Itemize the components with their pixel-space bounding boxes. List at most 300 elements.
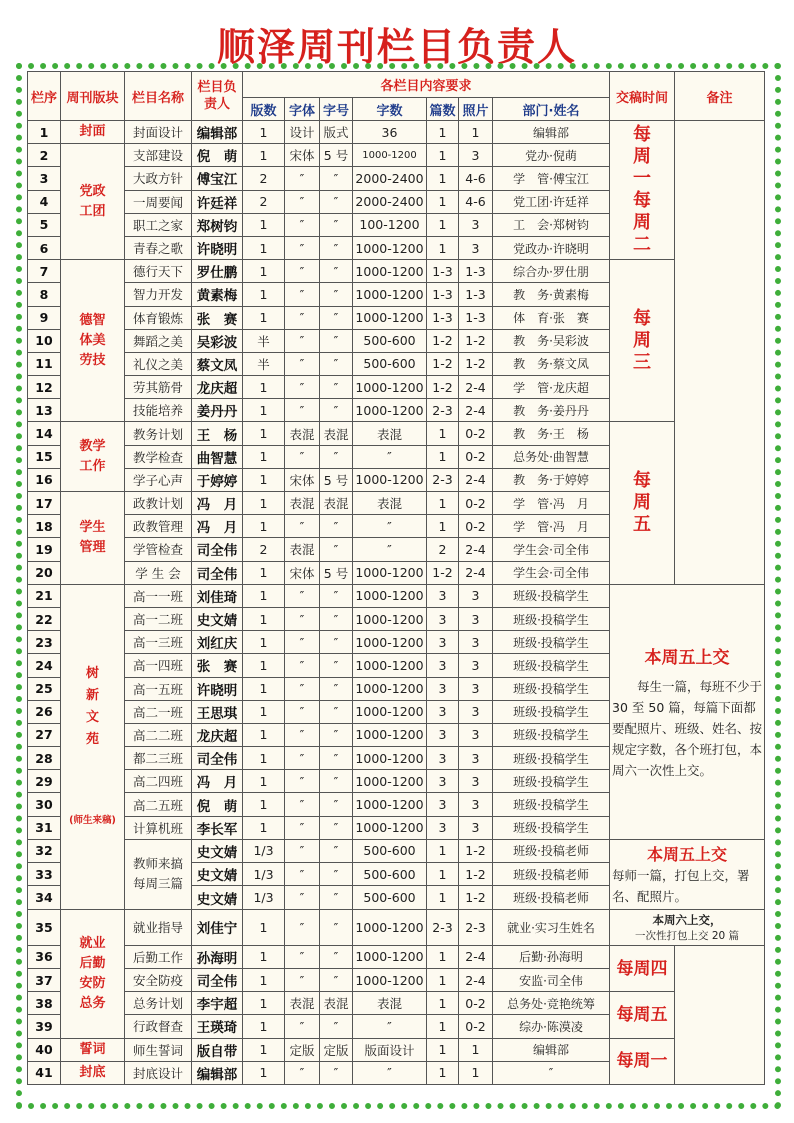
articles-cell: 3 — [427, 770, 459, 793]
section-label: 树新文苑 — [85, 665, 99, 747]
font-cell: ″ — [285, 945, 320, 968]
photos-cell: 3 — [459, 236, 493, 259]
remarks-cell — [675, 945, 765, 1084]
articles-cell: 2-3 — [427, 399, 459, 422]
size-cell: ″ — [320, 190, 353, 213]
articles-cell: 2-3 — [427, 909, 459, 945]
owner-cell: 孙海明 — [192, 945, 243, 968]
owner-cell: 李宇超 — [192, 992, 243, 1015]
dept-cell: 班级·投稿学生 — [493, 770, 610, 793]
photos-cell: 1-2 — [459, 329, 493, 352]
column-name-cell: 都二三班 — [125, 747, 192, 770]
row-number: 32 — [28, 839, 61, 862]
articles-cell: 1 — [427, 863, 459, 886]
words-cell: 1000-1200 — [353, 607, 427, 630]
dept-cell: 学生会·司全伟 — [493, 561, 610, 584]
size-cell: ″ — [320, 945, 353, 968]
size-cell: 5 号 — [320, 144, 353, 167]
deadline-cell: 每周一每周二 — [610, 121, 675, 260]
dept-cell: 班级·投稿学生 — [493, 723, 610, 746]
deadline-cell: 每周五 — [610, 422, 675, 584]
dept-cell: 工 会·郑树钧 — [493, 213, 610, 236]
row-number: 35 — [28, 909, 61, 945]
words-cell: 1000-1200 — [353, 144, 427, 167]
column-name-cell: 高二五班 — [125, 793, 192, 816]
font-cell: ″ — [285, 770, 320, 793]
owner-cell: 王 杨 — [192, 422, 243, 445]
pages-cell: 1 — [243, 213, 285, 236]
articles-cell: 1-2 — [427, 561, 459, 584]
row-number: 39 — [28, 1015, 61, 1038]
deadline-note-cell — [610, 909, 765, 945]
photos-cell: 3 — [459, 144, 493, 167]
pages-cell: 1 — [243, 376, 285, 399]
words-cell: ″ — [353, 1061, 427, 1084]
articles-cell: 3 — [427, 677, 459, 700]
font-cell: ″ — [285, 399, 320, 422]
dept-cell: 班级·投稿学生 — [493, 654, 610, 677]
size-cell: ″ — [320, 538, 353, 561]
column-name-cell: 教师来搞每周三篇 — [125, 839, 192, 909]
font-cell: ″ — [285, 723, 320, 746]
size-cell: ″ — [320, 260, 353, 283]
deadline-cell: 每周一 — [610, 1038, 675, 1084]
dept-cell: 党政办·许晓明 — [493, 236, 610, 259]
size-cell: ″ — [320, 747, 353, 770]
dept-cell: 总务处·竞艳统筹 — [493, 992, 610, 1015]
column-name-cell: 高一二班 — [125, 607, 192, 630]
row-number: 23 — [28, 631, 61, 654]
words-cell: 1000-1200 — [353, 306, 427, 329]
size-cell: ″ — [320, 909, 353, 945]
photos-cell: 3 — [459, 631, 493, 654]
pages-cell: 1 — [243, 144, 285, 167]
pages-cell: 1 — [243, 945, 285, 968]
dept-cell: 学 管·龙庆超 — [493, 376, 610, 399]
row-number: 7 — [28, 260, 61, 283]
font-cell: 表混 — [285, 538, 320, 561]
font-cell: ″ — [285, 1061, 320, 1084]
size-cell: ″ — [320, 886, 353, 909]
row-number: 4 — [28, 190, 61, 213]
row-number: 2 — [28, 144, 61, 167]
row-number: 1 — [28, 121, 61, 144]
owner-cell: 王思琪 — [192, 700, 243, 723]
articles-cell: 1 — [427, 1061, 459, 1084]
pages-cell: 1 — [243, 677, 285, 700]
photos-cell: 1 — [459, 121, 493, 144]
row-number: 8 — [28, 283, 61, 306]
articles-cell: 1-3 — [427, 306, 459, 329]
deadline-cell: 每周五 — [610, 992, 675, 1038]
note-body: 每师一篇，打包上交，署名、配照片。 — [612, 867, 750, 904]
size-cell: ″ — [320, 700, 353, 723]
pages-cell: 1 — [243, 992, 285, 1015]
articles-cell: 1 — [427, 445, 459, 468]
dept-cell: 综合办·罗仕朋 — [493, 260, 610, 283]
size-cell: ″ — [320, 863, 353, 886]
photos-cell: 3 — [459, 607, 493, 630]
font-cell: ″ — [285, 260, 320, 283]
row-number: 38 — [28, 992, 61, 1015]
articles-cell: 1 — [427, 121, 459, 144]
header-section: 周刊版块 — [61, 72, 125, 121]
row-number: 25 — [28, 677, 61, 700]
words-cell: 500-600 — [353, 329, 427, 352]
photos-cell: 2-4 — [459, 399, 493, 422]
pages-cell: 1 — [243, 584, 285, 607]
column-name-cell: 总务计划 — [125, 992, 192, 1015]
dept-cell: 学 管·冯 月 — [493, 515, 610, 538]
words-cell: 36 — [353, 121, 427, 144]
size-cell: 定版 — [320, 1038, 353, 1061]
dept-cell: 就业·实习生姓名 — [493, 909, 610, 945]
pages-cell: 2 — [243, 538, 285, 561]
dept-cell: 安监·司全伟 — [493, 969, 610, 992]
dept-cell: 班级·投稿学生 — [493, 793, 610, 816]
row-number: 11 — [28, 352, 61, 375]
section-cell: 就业后勤安防总务 — [61, 909, 125, 1038]
words-cell: 1000-1200 — [353, 631, 427, 654]
owner-cell: 刘红庆 — [192, 631, 243, 654]
owner-cell: 刘佳宁 — [192, 909, 243, 945]
column-name-cell: 劳其筋骨 — [125, 376, 192, 399]
row-number: 29 — [28, 770, 61, 793]
column-name-cell: 支部建设 — [125, 144, 192, 167]
photos-cell: 3 — [459, 816, 493, 839]
photos-cell: 1-3 — [459, 260, 493, 283]
articles-cell: 1-2 — [427, 329, 459, 352]
section-cell: 封底 — [61, 1061, 125, 1084]
row-number: 37 — [28, 969, 61, 992]
header-column-name: 栏目名称 — [125, 72, 192, 121]
photos-cell: 1-2 — [459, 839, 493, 862]
header-articles: 篇数 — [427, 98, 459, 121]
table-row — [28, 584, 765, 607]
font-cell: ″ — [285, 329, 320, 352]
font-cell: 表混 — [285, 422, 320, 445]
articles-cell: 3 — [427, 584, 459, 607]
pages-cell: 1 — [243, 770, 285, 793]
dept-cell: 党办·倪萌 — [493, 144, 610, 167]
row-number: 18 — [28, 515, 61, 538]
pages-cell: 1 — [243, 607, 285, 630]
column-name-cell: 政教计划 — [125, 492, 192, 515]
owner-cell: 编辑部 — [192, 1061, 243, 1084]
words-cell: ″ — [353, 445, 427, 468]
articles-cell: 1 — [427, 969, 459, 992]
photos-cell: 2-4 — [459, 376, 493, 399]
header-photos: 照片 — [459, 98, 493, 121]
words-cell: 1000-1200 — [353, 945, 427, 968]
size-cell: ″ — [320, 770, 353, 793]
owner-cell: 司全伟 — [192, 561, 243, 584]
column-name-cell: 学管检查 — [125, 538, 192, 561]
column-name-cell: 技能培养 — [125, 399, 192, 422]
row-number: 10 — [28, 329, 61, 352]
dept-cell: 学 管·冯 月 — [493, 492, 610, 515]
pages-cell: 1 — [243, 1061, 285, 1084]
dept-cell: 学生会·司全伟 — [493, 538, 610, 561]
pages-cell: 1 — [243, 515, 285, 538]
pages-cell: 1 — [243, 561, 285, 584]
table-row — [28, 992, 765, 1015]
size-cell: ″ — [320, 631, 353, 654]
row-number: 9 — [28, 306, 61, 329]
words-cell: 版面设计 — [353, 1038, 427, 1061]
column-name-cell: 高一五班 — [125, 677, 192, 700]
articles-cell: 3 — [427, 654, 459, 677]
size-cell: ″ — [320, 376, 353, 399]
table-row — [28, 422, 765, 445]
owner-cell: 倪 萌 — [192, 793, 243, 816]
size-cell: ″ — [320, 213, 353, 236]
owner-cell: 王瑛琦 — [192, 1015, 243, 1038]
articles-cell: 1 — [427, 515, 459, 538]
font-cell: ″ — [285, 816, 320, 839]
column-name-cell: 职工之家 — [125, 213, 192, 236]
row-number: 31 — [28, 816, 61, 839]
font-cell: 设计 — [285, 121, 320, 144]
articles-cell: 1 — [427, 1015, 459, 1038]
owner-cell: 司全伟 — [192, 538, 243, 561]
pages-cell: 1 — [243, 445, 285, 468]
font-cell: ″ — [285, 306, 320, 329]
words-cell: 1000-1200 — [353, 793, 427, 816]
pages-cell: 半 — [243, 352, 285, 375]
words-cell: 1000-1200 — [353, 969, 427, 992]
articles-cell: 3 — [427, 747, 459, 770]
column-name-cell: 就业指导 — [125, 909, 192, 945]
words-cell: 500-600 — [353, 352, 427, 375]
column-name-cell: 青春之歌 — [125, 236, 192, 259]
row-number: 6 — [28, 236, 61, 259]
table-row — [28, 121, 765, 144]
dept-cell: 班级·投稿老师 — [493, 863, 610, 886]
row-number: 19 — [28, 538, 61, 561]
photos-cell: 3 — [459, 793, 493, 816]
font-cell: ″ — [285, 445, 320, 468]
size-cell: ″ — [320, 839, 353, 862]
articles-cell: 1 — [427, 945, 459, 968]
dept-cell: 编辑部 — [493, 121, 610, 144]
photos-cell: 3 — [459, 723, 493, 746]
row-number: 28 — [28, 747, 61, 770]
size-cell: ″ — [320, 283, 353, 306]
font-cell: 宋体 — [285, 144, 320, 167]
articles-cell: 3 — [427, 723, 459, 746]
words-cell: 1000-1200 — [353, 700, 427, 723]
articles-cell: 2-3 — [427, 468, 459, 491]
dept-cell: 班级·投稿老师 — [493, 886, 610, 909]
owner-cell: 冯 月 — [192, 492, 243, 515]
articles-cell: 1 — [427, 992, 459, 1015]
font-cell: ″ — [285, 352, 320, 375]
photos-cell: 2-3 — [459, 909, 493, 945]
column-name-cell: 教学检查 — [125, 445, 192, 468]
photos-cell: 1-3 — [459, 306, 493, 329]
words-cell: 1000-1200 — [353, 723, 427, 746]
words-cell: 1000-1200 — [353, 677, 427, 700]
dept-cell: 班级·投稿学生 — [493, 677, 610, 700]
dept-cell: ″ — [493, 1061, 610, 1084]
articles-cell: 2 — [427, 538, 459, 561]
size-cell: ″ — [320, 969, 353, 992]
column-name-cell: 智力开发 — [125, 283, 192, 306]
column-name-cell: 高一四班 — [125, 654, 192, 677]
photos-cell: 0-2 — [459, 422, 493, 445]
column-name-cell: 高一一班 — [125, 584, 192, 607]
row-number: 33 — [28, 863, 61, 886]
deadline-note-cell — [610, 584, 765, 839]
photos-cell: 1-2 — [459, 886, 493, 909]
photos-cell: 3 — [459, 700, 493, 723]
pages-cell: 1 — [243, 399, 285, 422]
words-cell: ″ — [353, 515, 427, 538]
words-cell: 1000-1200 — [353, 468, 427, 491]
size-cell: ″ — [320, 236, 353, 259]
column-name-cell: 德行天下 — [125, 260, 192, 283]
articles-cell: 3 — [427, 700, 459, 723]
section-cell: 学生管理 — [61, 492, 125, 585]
words-cell: 表混 — [353, 422, 427, 445]
dept-cell: 教 务·王 杨 — [493, 422, 610, 445]
owner-cell: 史文婧 — [192, 839, 243, 862]
deadline-cell: 每周四 — [610, 945, 675, 991]
photos-cell: 1 — [459, 1038, 493, 1061]
articles-cell: 1 — [427, 839, 459, 862]
photos-cell: 3 — [459, 213, 493, 236]
section-cell: 党政工团 — [61, 144, 125, 260]
pages-cell: 1 — [243, 793, 285, 816]
table-row — [28, 260, 765, 283]
size-cell: ″ — [320, 329, 353, 352]
articles-cell: 1 — [427, 886, 459, 909]
owner-cell: 许晓明 — [192, 677, 243, 700]
photos-cell: 3 — [459, 584, 493, 607]
row-number: 3 — [28, 167, 61, 190]
header-requirements: 各栏目内容要求 — [243, 72, 610, 98]
column-name-cell: 后勤工作 — [125, 945, 192, 968]
pages-cell: 1 — [243, 969, 285, 992]
pages-cell: 1 — [243, 236, 285, 259]
photos-cell: 0-2 — [459, 492, 493, 515]
owner-cell: 曲智慧 — [192, 445, 243, 468]
row-number: 41 — [28, 1061, 61, 1084]
owner-cell: 司全伟 — [192, 747, 243, 770]
column-name-cell: 学子心声 — [125, 468, 192, 491]
words-cell: 1000-1200 — [353, 584, 427, 607]
size-cell: ″ — [320, 607, 353, 630]
section-cell: 教学工作 — [61, 422, 125, 492]
words-cell: 2000-2400 — [353, 167, 427, 190]
header-owner: 栏目负责人 — [192, 72, 243, 121]
articles-cell: 1 — [427, 492, 459, 515]
column-name-cell: 政教管理 — [125, 515, 192, 538]
dept-cell: 班级·投稿学生 — [493, 584, 610, 607]
row-number: 26 — [28, 700, 61, 723]
owner-cell: 龙庆超 — [192, 723, 243, 746]
dept-cell: 教 务·姜丹丹 — [493, 399, 610, 422]
words-cell: 1000-1200 — [353, 909, 427, 945]
pages-cell: 1 — [243, 468, 285, 491]
column-name-cell: 行政督查 — [125, 1015, 192, 1038]
photos-cell: 0-2 — [459, 445, 493, 468]
font-cell: ″ — [285, 607, 320, 630]
font-cell: ″ — [285, 376, 320, 399]
size-cell: ″ — [320, 399, 353, 422]
photos-cell: 1-2 — [459, 352, 493, 375]
size-cell: ″ — [320, 584, 353, 607]
photos-cell: 3 — [459, 770, 493, 793]
owner-cell: 史文婧 — [192, 607, 243, 630]
articles-cell: 1 — [427, 213, 459, 236]
owner-cell: 郑树钧 — [192, 213, 243, 236]
size-cell: ″ — [320, 816, 353, 839]
font-cell: ″ — [285, 213, 320, 236]
font-cell: ″ — [285, 584, 320, 607]
photos-cell: 4-6 — [459, 167, 493, 190]
articles-cell: 1-2 — [427, 352, 459, 375]
header-pages: 版数 — [243, 98, 285, 121]
photos-cell: 0-2 — [459, 515, 493, 538]
row-number: 13 — [28, 399, 61, 422]
owner-cell: 张 赛 — [192, 654, 243, 677]
articles-cell: 3 — [427, 631, 459, 654]
table-row — [28, 945, 765, 968]
photos-cell: 2-4 — [459, 468, 493, 491]
font-cell: ″ — [285, 1015, 320, 1038]
dept-cell: 班级·投稿学生 — [493, 816, 610, 839]
owner-cell: 张 赛 — [192, 306, 243, 329]
font-cell: ″ — [285, 793, 320, 816]
column-name-cell: 计算机班 — [125, 816, 192, 839]
row-number: 27 — [28, 723, 61, 746]
dept-cell: 班级·投稿学生 — [493, 700, 610, 723]
header-deadline: 交稿时间 — [610, 72, 675, 121]
owner-cell: 许晓明 — [192, 236, 243, 259]
size-cell: ″ — [320, 723, 353, 746]
words-cell: 500-600 — [353, 839, 427, 862]
owner-cell: 刘佳琦 — [192, 584, 243, 607]
dept-cell: 编辑部 — [493, 1038, 610, 1061]
owner-cell: 姜丹丹 — [192, 399, 243, 422]
table-row — [28, 909, 765, 945]
owner-cell: 傅宝江 — [192, 167, 243, 190]
articles-cell: 1 — [427, 167, 459, 190]
section-cell: 封面 — [61, 121, 125, 144]
note-body: 每生一篇，每班不少于 30 至 50 篇，每篇下面都要配照片、班级、姓名、按规定字数，各个班打包，本周六一次性上交。 — [612, 678, 763, 778]
remarks-cell — [675, 121, 765, 585]
row-number: 34 — [28, 886, 61, 909]
size-cell: 5 号 — [320, 561, 353, 584]
words-cell: 1000-1200 — [353, 654, 427, 677]
section-cell — [61, 584, 125, 909]
pages-cell: 2 — [243, 167, 285, 190]
row-number: 30 — [28, 793, 61, 816]
font-cell: ″ — [285, 700, 320, 723]
size-cell: 表混 — [320, 492, 353, 515]
header-dept: 部门·姓名 — [493, 98, 610, 121]
photos-cell: 4-6 — [459, 190, 493, 213]
section-cell: 德智体美劳技 — [61, 260, 125, 422]
owner-cell: 于婷婷 — [192, 468, 243, 491]
font-cell: 定版 — [285, 1038, 320, 1061]
pages-cell: 1 — [243, 121, 285, 144]
row-number: 15 — [28, 445, 61, 468]
font-cell: ″ — [285, 236, 320, 259]
section-sublabel: (师生来稿) — [69, 814, 116, 826]
